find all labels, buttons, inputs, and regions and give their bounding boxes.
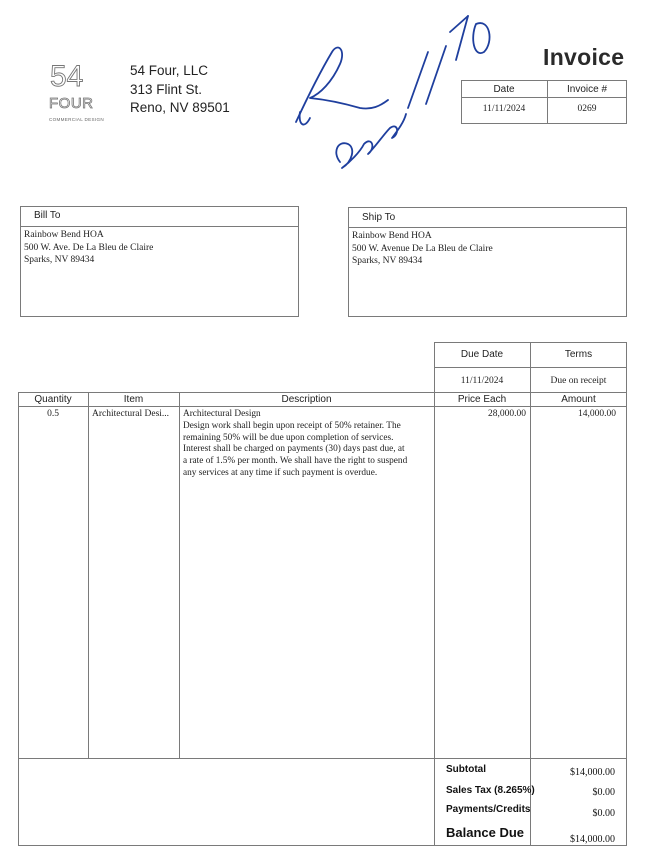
- due-date-value: 11/11/2024: [460, 376, 504, 386]
- row-item: Architectural Desi...: [92, 409, 170, 419]
- terms-value: Due on receipt: [550, 376, 607, 386]
- row-description-line: Design work shall begin upon receipt of 50% retainer. The: [183, 420, 401, 431]
- row-description-title: Architectural Design: [183, 409, 261, 419]
- payments-credits-label: Payments/Credits: [446, 804, 531, 815]
- company-name: 54 Four, LLC: [130, 63, 209, 78]
- row-quantity: 0.5: [47, 409, 59, 419]
- invoice-number-value: 0269: [577, 104, 597, 114]
- ship-to-line3: Sparks, NV 89434: [352, 256, 423, 266]
- row-price-each: 28,000.00: [488, 409, 526, 419]
- logo-graphic: [46, 56, 104, 126]
- due-date-label: Due Date: [460, 349, 504, 360]
- logo-text-sub: COMMERCIAL DESIGN: [49, 117, 104, 122]
- row-description-line: Interest shall be charged on payments (30) days past due, at: [183, 444, 405, 455]
- sales-tax-value: $0.00: [592, 787, 615, 798]
- col-description-header: Description: [281, 394, 332, 405]
- date-value: 11/11/2024: [482, 104, 526, 114]
- sales-tax-label: Sales Tax (8.265%): [446, 785, 535, 796]
- balance-due-value: $14,000.00: [570, 834, 615, 845]
- date-label: Date: [493, 84, 515, 95]
- col-amount-header: Amount: [561, 394, 596, 405]
- bill-to-line3: Sparks, NV 89434: [24, 255, 95, 265]
- col-quantity-header: Quantity: [34, 394, 72, 405]
- logo-text-top: 54: [50, 60, 84, 93]
- ship-to-line2: 500 W. Avenue De La Bleu de Claire: [352, 243, 493, 254]
- col-price-each-header: Price Each: [457, 394, 507, 405]
- row-description-line: any services at any time if such payment is overdue.: [183, 467, 378, 478]
- invoice-title: Invoice: [543, 44, 625, 70]
- bill-to-line1: Rainbow Bend HOA: [24, 230, 104, 240]
- row-description-line: remaining 50% will be due upon completion of services.: [183, 432, 394, 443]
- payments-credits-value: $0.00: [592, 808, 615, 819]
- company-address: [130, 62, 230, 118]
- bill-to-line2: 500 W. Ave. De La Bleu de Claire: [24, 242, 154, 253]
- ship-to-line1: Rainbow Bend HOA: [352, 231, 432, 241]
- bill-to-label: Bill To: [34, 210, 61, 221]
- company-city: Reno, NV 89501: [130, 100, 230, 115]
- handwritten-signature: [280, 12, 510, 192]
- company-logo: [46, 56, 104, 126]
- col-item-header: Item: [123, 394, 144, 405]
- row-amount: 14,000.00: [578, 409, 616, 419]
- ship-to-label: Ship To: [362, 212, 396, 223]
- balance-due-label: Balance Due: [446, 825, 525, 840]
- logo-text-mid: FOUR: [49, 95, 94, 112]
- row-description-line: a rate of 1.5% per month. We shall have the right to suspend: [183, 456, 408, 467]
- bill-to-address: [24, 229, 153, 267]
- row-description: [183, 409, 407, 480]
- company-street: 313 Flint St.: [130, 81, 203, 97]
- subtotal-label: Subtotal: [446, 764, 486, 775]
- ship-to-address: [352, 230, 493, 268]
- terms-label: Terms: [564, 349, 593, 360]
- subtotal-value: $14,000.00: [570, 767, 615, 778]
- invoice-number-label: Invoice #: [566, 84, 608, 95]
